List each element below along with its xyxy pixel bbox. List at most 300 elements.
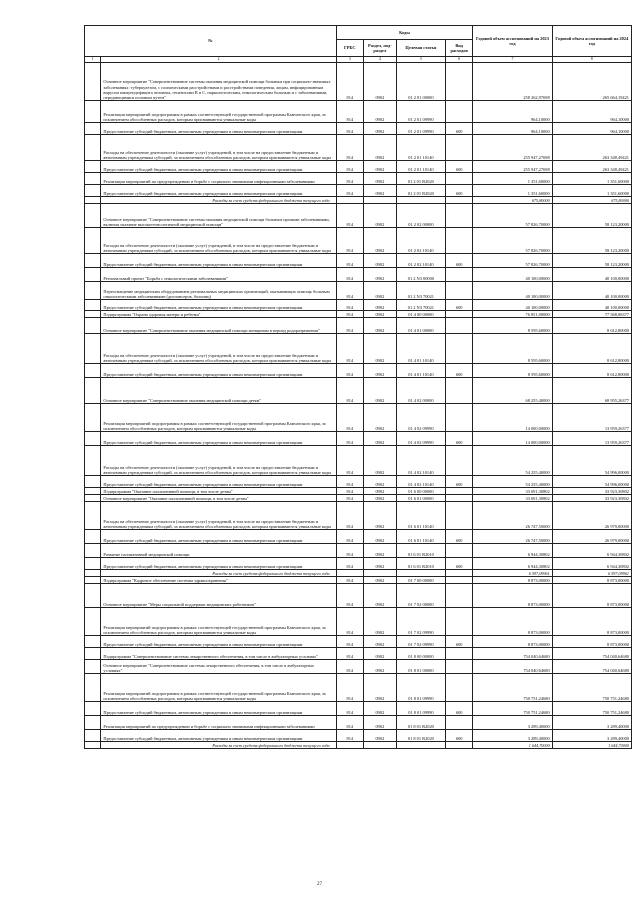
cell-name: Предоставление субсидий бюджетным, автономным учреждениям и иным некоммерческим организациям [101,300,336,311]
cell-name: Основное мероприятие "Меры социальной поддержки медицинских работников" [101,584,336,608]
cell-grbs: 814 [336,544,363,558]
cell-section: 0902 [363,311,396,318]
cell-num [85,530,101,544]
cell-section: 0902 [363,648,396,660]
cell-expense-type [446,268,473,282]
cell-section: 0902 [363,364,396,378]
table-row [85,334,632,364]
cell-volume-2023: 1 644,70000 [473,742,552,749]
cell-expense-type [446,648,473,660]
cell-name: Реализация мероприятий подпрограммы в рамках соответствующей государственной программы Камчатского края, за исключением обособленных расходов, которым присваиваются уникальные коды [101,608,336,636]
table-row [85,502,632,530]
cell-volume-2023: 33 691,30802 [473,495,552,502]
cell-volume-2024: 33 923,30802 [552,488,631,495]
note-row [85,742,632,749]
cell-name: Основное мероприятие "Оказание паллиативной помощи, в том числе детям" [101,495,336,502]
cell-expense-type [446,334,473,364]
cell-volume-2023: 8 873,00000 [473,608,552,636]
cell-volume-2024: 675,80000 [552,197,631,204]
cell-section: 0902 [363,544,396,558]
cell-section: 0902 [363,502,396,530]
table-row [85,558,632,570]
cell-grbs: 814 [336,584,363,608]
cell-grbs: 814 [336,318,363,334]
cell-name: Предоставление субсидий бюджетным, автономным учреждениям и иным некоммерческим организациям [101,476,336,488]
note-text: Расходы за счет средств федерального бюджета текущего года [101,570,336,577]
cell-expense-type: 600 [446,636,473,648]
cell-section: 0902 [363,495,396,502]
cell-num [85,502,101,530]
table-row [85,584,632,608]
cell-volume-2023: 33 691,30802 [473,488,552,495]
cell-grbs: 814 [336,648,363,660]
cell-expense-type: 600 [446,558,473,570]
column-index: 3 [336,57,363,63]
cell-num [85,577,101,584]
cell-expense-type [446,446,473,476]
cell-section: 0902 [363,334,396,364]
cell-expense-type [446,135,473,161]
cell-num [85,135,101,161]
cell-target: 01 4 00 00000 [396,311,445,318]
cell-section: 0902 [363,476,396,488]
cell-volume-2024: 754 040,64680 [552,648,631,660]
cell-volume-2024: 13 959,26377 [552,404,631,432]
cell-expense-type: 600 [446,300,473,311]
cell-name: Реализация мероприятий подпрограммы в рамках соответствующей государственной программы Камчатского края, за исключением обособленных расходов, которым присваиваются уникальные коды [101,404,336,432]
cell-grbs: 814 [336,135,363,161]
cell-grbs: 814 [336,282,363,300]
cell-volume-2024: 8 873,00000 [552,608,631,636]
cell-section: 0902 [363,63,396,101]
cell-num [85,123,101,135]
cell-grbs: 814 [336,495,363,502]
cell-num [85,318,101,334]
cell-target: 01 7 00 00000 [396,577,445,584]
cell-target: 01 2 02 00000 [396,204,445,228]
cell-grbs: 814 [336,432,363,446]
cell-target: 01 8 00 00000 [396,648,445,660]
cell-target: 01 4 02 09990 [396,404,445,432]
cell-volume-2024: 964,10000 [552,101,631,123]
cell-name: Предоставление субсидий бюджетным, автономным учреждениям и иным некоммерческим организациям [101,530,336,544]
cell-target: 01 8 01 00000 [396,660,445,674]
cell-section: 0902 [363,161,396,173]
cell-name: Предоставление субсидий бюджетным, автономным учреждениям и иным некоммерческим организациям [101,254,336,268]
cell-section: 0902 [363,173,396,185]
header-section: Раздел, под-раздел [363,40,396,57]
cell-section: 0902 [363,204,396,228]
table-row [85,544,632,558]
cell-volume-2023: 40 100,00000 [473,300,552,311]
column-index: 1 [85,57,101,63]
table-row [85,530,632,544]
cell-target: 01 8 01 R2020 [396,730,445,742]
cell-num [85,101,101,123]
cell-name: Реализация мероприятий подпрограммы в рамках соответствующей государственной программы Камчатского края, за исключением обособленных расходов, которым присваиваются уникальные коды [101,674,336,702]
cell-volume-2023: 14 000,00000 [473,404,552,432]
cell-volume-2023: 26 747,50000 [473,530,552,544]
cell-grbs: 814 [336,173,363,185]
cell-target: 01 4 01 10140 [396,334,445,364]
table-row [85,228,632,254]
cell-name: Расходы на обеспечение деятельности (оказание услуг) учреждений, в том числе на предоставление бюджетным и автономным учреждениям субсидий, за исключением обособленных расходов, которым присваиваются уникальные коды [101,228,336,254]
cell-volume-2023: 1 351,60000 [473,185,552,197]
cell-num [85,334,101,364]
cell-grbs: 814 [336,311,363,318]
table-row [85,123,632,135]
cell-num [85,660,101,674]
cell-grbs: 814 [336,378,363,404]
table-row [85,364,632,378]
cell-target: 01 2 01 R2020 [396,185,445,197]
cell-target: 01 8 01 R2020 [396,716,445,730]
cell-volume-2024: 265 664,19421 [552,63,631,101]
cell-num [85,404,101,432]
cell-volume-2023: 68 255,40000 [473,378,552,404]
cell-target: 01 2 01 10140 [396,161,445,173]
table-row [85,495,632,502]
cell-grbs: 814 [336,404,363,432]
cell-target: 01 4 02 00000 [396,378,445,404]
cell-section: 0902 [363,135,396,161]
cell-name: Основное мероприятие "Совершенствование оказания медицинской помощи детям" [101,378,336,404]
cell-grbs: 814 [336,101,363,123]
cell-volume-2024: 26 979,00000 [552,530,631,544]
cell-name: Подпрограмма "Совершенствование системы лекарственного обеспечения, в том числе в амбулаторных условиях" [101,648,336,660]
cell-name: Предоставление субсидий бюджетным, автономным учреждениям и иным некоммерческим организациям [101,558,336,570]
cell-target: 01 2 01 00000 [396,63,445,101]
cell-volume-2024: 750 751,24680 [552,674,631,702]
cell-grbs: 814 [336,476,363,488]
cell-expense-type [446,311,473,318]
cell-name: Переоснащение медицинским оборудованием региональных медицинских организаций, оказывающих помощь больным онкологическими заболеваниями (диспансеров, больниц) [101,282,336,300]
cell-num [85,636,101,648]
cell-expense-type [446,488,473,495]
cell-volume-2023: 54 255,40000 [473,476,552,488]
cell-grbs: 814 [336,730,363,742]
cell-volume-2023: 6 944,30802 [473,558,552,570]
cell-section: 0902 [363,228,396,254]
cell-expense-type [446,204,473,228]
cell-grbs: 814 [336,502,363,530]
cell-num [85,432,101,446]
table-row [85,716,632,730]
cell-volume-2024: 263 348,49421 [552,161,631,173]
cell-num [85,476,101,488]
cell-section: 0902 [363,254,396,268]
cell-volume-2023: 40 100,00000 [473,268,552,282]
cell-section: 0902 [363,318,396,334]
table-row [85,648,632,660]
note-row [85,197,632,204]
cell-volume-2023: 754 040,64680 [473,648,552,660]
table-row [85,702,632,716]
cell-name: Региональный проект "Борьба с онкологическими заболеваниями" [101,268,336,282]
cell-target: 01 6 01 10140 [396,530,445,544]
cell-volume-2024: 58 123,20000 [552,204,631,228]
cell-num [85,282,101,300]
table-row [85,660,632,674]
cell-volume-2023: 8 595,60000 [473,318,552,334]
cell-expense-type [446,495,473,502]
cell-grbs: 814 [336,446,363,476]
table-row [85,135,632,161]
cell-expense-type [446,716,473,730]
table-row [85,204,632,228]
cell-target: 01 2 N3 70021 [396,300,445,311]
cell-section: 0902 [363,674,396,702]
cell-expense-type: 600 [446,364,473,378]
cell-name: Развитие паллиативной медицинской помощи [101,544,336,558]
cell-num [85,716,101,730]
column-index: 7 [473,57,552,63]
table-row [85,161,632,173]
cell-volume-2024: 40 100,00000 [552,268,631,282]
cell-target: 01 6 01 R2010 [396,544,445,558]
cell-volume-2024: 750 751,24680 [552,702,631,716]
cell-volume-2024: 6 944,30802 [552,558,631,570]
cell-grbs: 814 [336,577,363,584]
cell-num [85,173,101,185]
cell-section: 0902 [363,101,396,123]
cell-volume-2023: 57 826,70000 [473,204,552,228]
column-index: 4 [363,57,396,63]
cell-volume-2023: 14 000,00000 [473,432,552,446]
note-text: Расходы за счет средств федерального бюджета текущего года [101,742,336,749]
cell-volume-2023: 57 826,70000 [473,228,552,254]
cell-volume-2023: 57 826,70000 [473,254,552,268]
cell-section: 0902 [363,660,396,674]
cell-num [85,584,101,608]
cell-expense-type [446,318,473,334]
cell-expense-type: 600 [446,702,473,716]
cell-expense-type [446,404,473,432]
cell-grbs: 814 [336,228,363,254]
cell-num [85,228,101,254]
cell-num [85,488,101,495]
cell-grbs: 814 [336,63,363,101]
cell-expense-type [446,544,473,558]
cell-volume-2024: 58 123,20000 [552,228,631,254]
cell-volume-2023: 26 747,50000 [473,502,552,530]
cell-grbs: 814 [336,161,363,173]
cell-grbs: 814 [336,185,363,197]
cell-name: Реализация мероприятий подпрограммы в рамках соответствующей государственной программы Камчатского края, за исключением обособленных расходов, которым присваиваются уникальные коды [101,101,336,123]
cell-volume-2024: 26 979,00000 [552,502,631,530]
header-volume-2024: Годовой объем ассигнований на 2024 год [552,26,631,57]
cell-volume-2023: 675,80000 [473,197,552,204]
cell-name: Основное мероприятие "Совершенствование оказания медицинской помощи женщинам в период родоразрешения" [101,318,336,334]
cell-name: Предоставление субсидий бюджетным, автономным учреждениям и иным некоммерческим организациям [101,702,336,716]
cell-num [85,544,101,558]
cell-grbs: 814 [336,334,363,364]
cell-target: 01 4 02 09990 [396,432,445,446]
table-body [85,63,632,749]
cell-section: 0902 [363,488,396,495]
cell-name: Основное мероприятие "Совершенствование системы лекарственного обеспечения, в том числе в амбулаторных условиях" [101,660,336,674]
cell-volume-2024: 6 597,09961 [552,570,631,577]
cell-volume-2024: 263 348,49421 [552,135,631,161]
cell-volume-2023: 40 100,00000 [473,282,552,300]
cell-section: 0902 [363,300,396,311]
cell-volume-2023: 76 851,00000 [473,311,552,318]
cell-expense-type [446,63,473,101]
cell-target: 01 2 N3 70021 [396,282,445,300]
cell-expense-type [446,608,473,636]
cell-target: 01 2 01 10140 [396,135,445,161]
cell-section: 0902 [363,185,396,197]
cell-grbs: 814 [336,300,363,311]
cell-volume-2024: 8 873,00000 [552,584,631,608]
cell-target: 01 2 02 10140 [396,228,445,254]
table-row [85,432,632,446]
cell-grbs: 814 [336,716,363,730]
cell-target: 01 2 01 09990 [396,123,445,135]
table-row [85,311,632,318]
cell-num [85,495,101,502]
cell-target: 01 6 01 10140 [396,502,445,530]
table-row [85,185,632,197]
cell-section: 0902 [363,577,396,584]
table-row [85,476,632,488]
cell-volume-2024: 68 955,26377 [552,378,631,404]
cell-num [85,300,101,311]
table-row [85,636,632,648]
cell-expense-type [446,228,473,254]
cell-num [85,364,101,378]
cell-volume-2024: 754 040,64680 [552,660,631,674]
cell-grbs: 814 [336,530,363,544]
cell-volume-2023: 3 289,40000 [473,716,552,730]
cell-grbs: 814 [336,636,363,648]
cell-name: Предоставление субсидий бюджетным, автономным учреждениям и иным некоммерческим организациям [101,432,336,446]
table-row [85,173,632,185]
cell-section: 0902 [363,432,396,446]
column-index: 2 [101,57,336,63]
table-row [85,254,632,268]
cell-volume-2024: 58 123,20000 [552,254,631,268]
cell-section: 0902 [363,378,396,404]
cell-name: Предоставление субсидий бюджетным, автономным учреждениям и иным некоммерческим организациям [101,123,336,135]
cell-name: Подпрограмма "Охрана здоровья матери и ребенка" [101,311,336,318]
cell-expense-type [446,502,473,530]
header-expense-type: Вид расходов [446,40,473,57]
cell-volume-2024: 8 873,00000 [552,577,631,584]
cell-expense-type [446,378,473,404]
table-row [85,300,632,311]
cell-volume-2023: 964,10000 [473,123,552,135]
cell-grbs: 814 [336,660,363,674]
cell-section: 0902 [363,446,396,476]
cell-num [85,204,101,228]
cell-target: 01 4 02 10140 [396,446,445,476]
table-row [85,577,632,584]
cell-name: Предоставление субсидий бюджетным, автономным учреждениям и иным некоммерческим организациям [101,636,336,648]
cell-target: 01 8 01 09990 [396,702,445,716]
cell-expense-type: 600 [446,123,473,135]
cell-grbs: 814 [336,254,363,268]
cell-target: 01 2 N3 00000 [396,268,445,282]
cell-expense-type: 600 [446,185,473,197]
cell-expense-type [446,101,473,123]
cell-volume-2024: 8 873,00000 [552,636,631,648]
cell-grbs: 814 [336,558,363,570]
note-text: Расходы за счет средств федерального бюджета текущего года [101,197,336,204]
column-index: 6 [446,57,473,63]
cell-section: 0902 [363,636,396,648]
cell-volume-2024: 77 568,06377 [552,311,631,318]
cell-expense-type [446,282,473,300]
cell-target: 01 6 00 00000 [396,488,445,495]
cell-grbs: 814 [336,674,363,702]
cell-name: Реализация мероприятий по предупреждению и борьбе с социально значимыми инфекционными заболеваниями [101,173,336,185]
cell-target: 01 2 02 10140 [396,254,445,268]
cell-volume-2023: 258 262,97698 [473,63,552,101]
cell-target: 01 6 01 R2010 [396,558,445,570]
cell-section: 0902 [363,716,396,730]
cell-volume-2024: 8 612,80000 [552,318,631,334]
cell-volume-2024: 964,10000 [552,123,631,135]
cell-section: 0902 [363,123,396,135]
cell-volume-2024: 1 351,60000 [552,173,631,185]
page-number: 27 [317,882,322,887]
cell-volume-2024: 3 289,40000 [552,730,631,742]
cell-volume-2023: 1 351,60000 [473,173,552,185]
cell-name: Расходы на обеспечение деятельности (оказание услуг) учреждений, в том числе на предоставление бюджетным и автономным учреждениям субсидий, за исключением обособленных расходов, которым присваиваются уникальные коды [101,135,336,161]
cell-volume-2023: 964,10000 [473,101,552,123]
table-row [85,101,632,123]
cell-volume-2024: 54 996,00000 [552,476,631,488]
cell-name: Предоставление субсидий бюджетным, автономным учреждениям и иным некоммерческим организациям [101,730,336,742]
cell-section: 0902 [363,730,396,742]
cell-section: 0902 [363,530,396,544]
cell-num [85,674,101,702]
cell-grbs: 814 [336,364,363,378]
cell-volume-2023: 3 289,40000 [473,730,552,742]
cell-volume-2024: 1 351,60000 [552,185,631,197]
cell-target: 01 8 01 09990 [396,674,445,702]
cell-name: Предоставление субсидий бюджетным, автономным учреждениям и иным некоммерческим организациям [101,161,336,173]
cell-target: 01 2 01 09990 [396,101,445,123]
cell-name: Основное мероприятие "Совершенствование системы оказания медицинской помощи больным прочими заболеваниями, включая оказание высокотехнологичной медицинской помощи" [101,204,336,228]
cell-volume-2024: 33 923,30802 [552,495,631,502]
table-row [85,318,632,334]
cell-volume-2023: 6 597,09961 [473,570,552,577]
cell-volume-2023: 750 751,24680 [473,674,552,702]
cell-grbs: 814 [336,123,363,135]
cell-volume-2024: 40 100,00000 [552,300,631,311]
cell-volume-2024: 54 996,00000 [552,446,631,476]
cell-name: Расходы на обеспечение деятельности (оказание услуг) учреждений, в том числе на предоставление бюджетным и автономным учреждениям субсидий, за исключением обособленных расходов, которым присваиваются уникальные коды [101,446,336,476]
cell-name: Расходы на обеспечение деятельности (оказание услуг) учреждений, в том числе на предоставление бюджетным и автономным учреждениям субсидий, за исключением обособленных расходов, которым присваиваются уникальные коды [101,502,336,530]
cell-volume-2024: 3 289,40000 [552,716,631,730]
cell-expense-type: 600 [446,254,473,268]
cell-target: 01 2 01 R2020 [396,173,445,185]
cell-expense-type: 600 [446,432,473,446]
cell-grbs: 814 [336,268,363,282]
cell-volume-2023: 8 595,60000 [473,364,552,378]
cell-num [85,648,101,660]
cell-volume-2023: 754 040,64680 [473,660,552,674]
cell-section: 0902 [363,282,396,300]
cell-num [85,161,101,173]
header-num: № [85,26,337,57]
cell-section: 0902 [363,608,396,636]
cell-name: Подпрограмма "Оказание паллиативной помощи, в том числе детям" [101,488,336,495]
header-grbs: ГРБС [336,40,363,57]
cell-volume-2023: 8 873,00000 [473,577,552,584]
